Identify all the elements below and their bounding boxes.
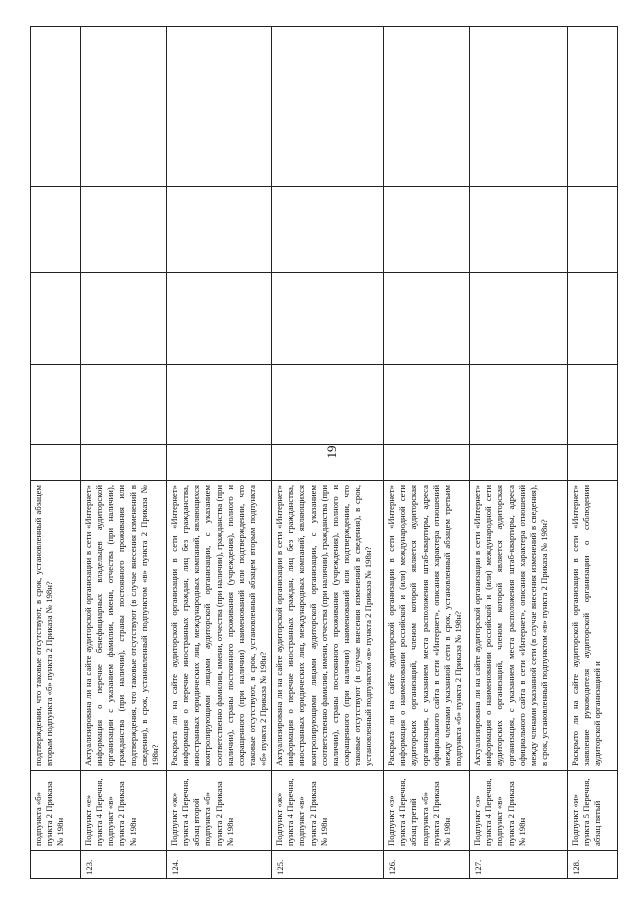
row-question-text: Раскрыта ли на сайте аудиторской организации в сети «Интернет» информация о наименовании российской и (или) международной сети аудиторских организаций, членом которой является аудиторская организация, с указанием места расположения штаб-квартиры, адреса официального сайта в сети «Интернет», описания характера отношений между членами указанной сети в срок, установленный абзацем третьим подпункта «б» пункта 2 Приказа № 198н? [384, 481, 470, 771]
rotated-page [30, 27, 610, 879]
answer-cell [31, 187, 81, 273]
answer-cell [568, 445, 618, 481]
row-question-text: Актуализирована ли на сайте аудиторской организации в сети «Интернет» информация о наименовании российской и (или) международной сети аудиторских организаций, членом которой является аудиторская организация, с указанием места расположения штаб-квартиры, адреса официального сайта в сети «Интернет», описания характера отношений между членами указанной сети (в случае внесения изменений в сведения), в срок, установленный подпунктом «в» пункта 2 Приказа № 198н? [470, 481, 568, 771]
answer-cell [568, 273, 618, 365]
answer-cell [272, 445, 384, 481]
answer-cell [167, 187, 272, 273]
answer-cell [470, 27, 568, 187]
table-row [31, 27, 81, 879]
answer-cell [272, 273, 384, 365]
row-number: 126. [384, 851, 470, 879]
row-legal-reference: Подпункт «ж» пункта 4 Перечня, подпункт «в» пункта 2 Приказа № 198н [272, 771, 384, 851]
answer-cell [31, 27, 81, 187]
answer-cell [568, 365, 618, 445]
row-legal-reference: Подпункт «и» пункта 5 Перечня, абзац пятый [568, 771, 618, 851]
answer-cell [470, 273, 568, 365]
row-legal-reference: Подпункт «з» пункта 4 Перечня, абзац третий подпункта «б» пункта 2 Приказа № 198н [384, 771, 470, 851]
row-number: 124. [167, 851, 272, 879]
table-row [470, 27, 568, 879]
row-legal-reference: Подпункт «з» пункта 4 Перечня, подпункт «в» пункта 2 Приказа № 198н [470, 771, 568, 851]
answer-cell [384, 27, 470, 187]
row-number: 125. [272, 851, 384, 879]
answer-cell [470, 445, 568, 481]
answer-cell [81, 27, 167, 187]
answer-cell [167, 273, 272, 365]
answer-cell [384, 445, 470, 481]
row-legal-reference: подпункта «б» пункта 2 Приказа № 198н [31, 771, 81, 851]
row-question-text: Раскрыта ли на сайте аудиторской организации в сети «Интернет» информация о перечне иностранных граждан, лиц без гражданства, иностранных юридических лиц, международных компаний, являющихся контролирующими лицами аудиторской организации, с указанием соответственно фамилии, имени, отчества (при наличии), гражданства (при наличии), страны постоянного проживания (учреждения), полного и сокращенного (при наличии) наименований или подтверждении, что таковые отсутствуют, в срок, установленный абзацем вторым подпункта «б» пункта 2 Приказа № 198н? [167, 481, 272, 771]
row-number [31, 851, 81, 879]
row-number: 127. [470, 851, 568, 879]
answer-cell [167, 365, 272, 445]
table-row [272, 27, 384, 879]
answer-cell [272, 365, 384, 445]
answer-cell [31, 365, 81, 445]
row-question-text: Актуализирована ли на сайте аудиторской организации в сети «Интернет» информация о перечне иностранных граждан, лиц без гражданства, иностранных юридических лиц, международных компаний, являющихся контролирующими лицами аудиторской организации, с указанием соответственно фамилии, имени, отчества (при наличии), гражданства (при наличии), страны постоянного проживания (учреждения), полного и сокращенного (при наличии) наименований или подтверждении, что таковые отсутствуют (в случае внесения изменений в сведения), в срок, установленный подпунктом «в» пункта 2 Приказа № 198н? [272, 481, 384, 771]
answer-cell [568, 187, 618, 273]
row-legal-reference: Подпункт «ж» пункта 4 Перечня, абзац второй подпункта «б» пункта 2 Приказа № 198н [167, 771, 272, 851]
answer-cell [167, 27, 272, 187]
answer-cell [384, 365, 470, 445]
answer-cell [384, 187, 470, 273]
answer-cell [568, 27, 618, 187]
answer-cell [81, 273, 167, 365]
table-row [81, 27, 167, 879]
answer-cell [31, 445, 81, 481]
row-number: 128. [568, 851, 618, 879]
answer-cell [81, 445, 167, 481]
answer-cell [167, 445, 272, 481]
answer-cell [384, 273, 470, 365]
answer-cell [272, 187, 384, 273]
answer-cell [470, 187, 568, 273]
answer-cell [31, 273, 81, 365]
table-row [384, 27, 470, 879]
answer-cell [470, 365, 568, 445]
row-question-text: подтверждении, что таковые отсутствуют, в срок, установленный абзацем вторым подпункта «б» пункта 2 Приказа № 198н? [31, 481, 81, 771]
row-legal-reference: Подпункт «е» пункта 4 Перечня, подпункт «в» пункта 2 Приказа № 198н [81, 771, 167, 851]
row-number: 123. [81, 851, 167, 879]
row-question-text: Актуализирована ли на сайте аудиторской организации в сети «Интернет» информация о перечне бенефициарных владельцев аудиторской организации с указанием фамилии, имени, отчества (при наличии), гражданства (при наличии), страны постоянного проживания или подтверждения, что таковые отсутствуют (в случае внесения изменений в сведения), в срок, установленный подпунктом «в» пункта 2 Приказа № 198н? [81, 481, 167, 771]
answer-cell [81, 187, 167, 273]
table-row [568, 27, 618, 879]
inspection-checklist-table [30, 26, 618, 879]
page-number: 19 [324, 445, 339, 459]
answer-cell [272, 27, 384, 187]
table-row [167, 27, 272, 879]
row-question-text: Раскрыто ли на сайте аудиторской организации в сети «Интернет» заявление руководителя аудиторской организации о соблюдении аудиторской организацией и [568, 481, 618, 771]
answer-cell [81, 365, 167, 445]
